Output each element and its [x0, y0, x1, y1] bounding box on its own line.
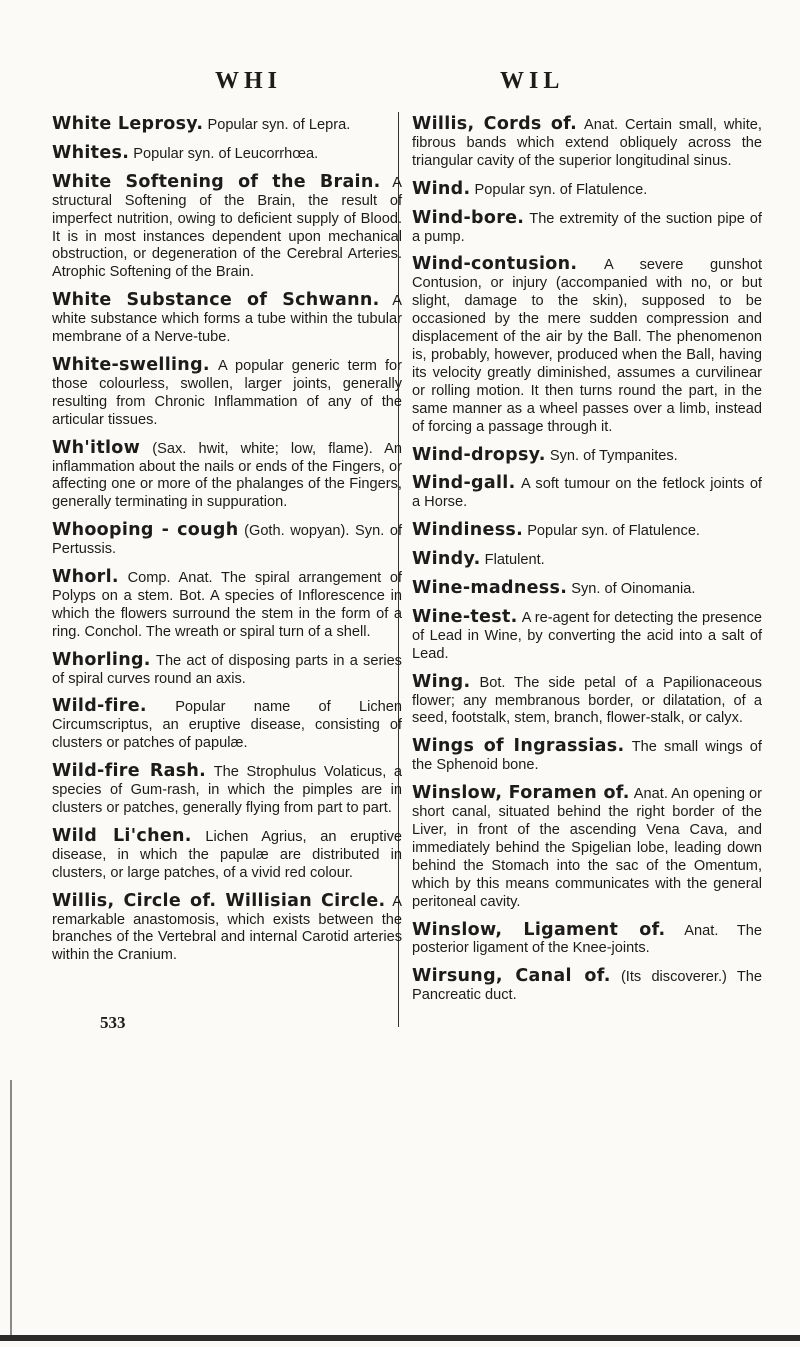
entry-headword: Wine-test. [412, 606, 518, 627]
dictionary-entry [412, 522, 762, 540]
entry-definition: Comp. Anat. The spiral arrangement of Polyps on a stem. Bot. A species of Inflorescence in which the flowers surround the stem in the form of a ring. Conchol. The wreath or spiral turn of a shell. [52, 570, 402, 640]
entry-definition: The extremity of the suction pipe of a pump. [412, 210, 762, 245]
entry-definition: Syn. of Oinomania. [571, 581, 696, 598]
entry-definition: (Its discoverer.) The Pancreatic duct. [412, 969, 762, 1004]
entry-headword: Whorl. [52, 567, 119, 588]
entry-headword: Wild Li'chen. [52, 825, 192, 846]
entry-definition: Flatulent. [484, 552, 545, 569]
entry-headword: Wind-dropsy. [412, 444, 546, 465]
dictionary-entry [412, 256, 762, 435]
entry-definition: Popular syn. of Flatulence. [474, 181, 648, 198]
entry-headword: Whooping - cough [52, 520, 239, 541]
entry-definition: A white substance which forms a tube within the tubular membrane of a Nerve-tube. [52, 293, 402, 346]
entry-definition: Anat. An opening or short canal, situated behind the right border of the Liver, in front of the ascending Vena Cava, and immediately behind the Spigelian lobe, leading down behind the Stomach into the sac of the Omentum, which by this means communicates with the general peritoneal cavity. [412, 786, 762, 910]
entry-headword: Wing. [412, 671, 471, 692]
entry-headword: Winslow, Foramen of. [412, 783, 630, 804]
running-header [0, 68, 800, 104]
dictionary-entry [52, 649, 402, 688]
dictionary-entry [412, 671, 762, 728]
dictionary-entry [412, 178, 762, 199]
entry-definition: Popular syn. of Flatulence. [527, 523, 700, 540]
entry-definition: A severe gunshot Contusion, or injury (accompanied with no, or but slight, damage to the skin), supposed to be occasioned by the mere sudden compression and displacement of the air by the Ball. The phenomenon is, probably, however, produced when the Ball, having its velocity greatly diminished, assumes a curvilinear or rolling motion. It then turns round the part, in the same manner as a wheel passes over a limb, instead of forcing a passage through it. [412, 257, 762, 435]
entry-definition: Syn. of Tympanites. [549, 447, 678, 464]
dictionary-entry [412, 207, 762, 246]
dictionary-entry [52, 292, 402, 346]
left-column [52, 116, 402, 975]
entry-headword: Willis, Circle of. Willisian Circle. [52, 890, 386, 911]
dictionary-entry [52, 354, 402, 429]
entry-headword: Wild-fire. [52, 696, 147, 717]
entry-definition: Popular syn. of Lepra. [207, 117, 351, 133]
right-column [412, 116, 762, 1015]
entry-headword: Whites. [52, 142, 130, 163]
dictionary-entry [52, 142, 402, 163]
entry-definition: (Goth. wopyan). Syn. of Pertussis. [52, 523, 403, 558]
dictionary-entry [52, 522, 402, 558]
entry-headword: White Substance of Schwann. [52, 290, 380, 311]
dictionary-entry [412, 444, 762, 465]
entry-definition: A soft tumour on the fetlock joints of a Horse. [412, 476, 762, 511]
entry-definition: Popular name of Lichen Circumscriptus, an eruptive disease, consisting of clusters or patches of papulæ. [52, 699, 402, 752]
entry-definition: The Strophulus Volaticus, a species of Gum-rash, in which the pimples are in clusters or patches, generally flying from part to part. [52, 764, 402, 816]
entry-definition: A remarkable anastomosis, which exists between the branches of the Vertebral and internal Carotid arteries within the Cranium. [52, 893, 402, 964]
entry-headword: Wind-bore. [412, 207, 525, 228]
entry-headword: Wild-fire Rash. [52, 761, 207, 782]
dictionary-entry [412, 551, 762, 569]
entry-definition: A popular generic term for those colourless, swollen, larger joints, generally resulting from Chronic Inflammation of any of the articular tissues. [52, 357, 402, 428]
entry-headword: Wind. [412, 178, 471, 199]
dictionary-entry [412, 919, 762, 958]
entry-definition: Lichen Agrius, an eruptive disease, in which the papulæ are distributed in clusters, or large patches, of a vivid red colour. [52, 828, 402, 881]
dictionary-entry [52, 825, 402, 882]
entry-definition: Anat. The posterior ligament of the Knee-joints. [412, 922, 762, 957]
dictionary-entry [52, 171, 402, 281]
dictionary-entry [412, 968, 762, 1004]
entry-headword: White-swelling. [52, 354, 210, 375]
header-right-guide-word: WIL [500, 68, 565, 94]
dictionary-entry [412, 738, 762, 774]
dictionary-entry [52, 569, 402, 641]
dictionary-entry [52, 437, 402, 512]
entry-headword: Whorling. [52, 649, 151, 670]
page-bottom-edge [0, 1335, 800, 1341]
dictionary-entry [52, 116, 402, 134]
entry-headword: Wings of Ingrassias. [412, 736, 625, 757]
entry-headword: Wirsung, Canal of. [412, 966, 611, 987]
dictionary-entry [52, 698, 402, 752]
entry-headword: Windy. [412, 549, 481, 570]
entry-definition: Popular syn. of Leucorrhœa. [133, 145, 319, 162]
dictionary-entry [412, 606, 762, 663]
entry-definition: The small wings of the Sphenoid bone. [412, 739, 762, 774]
entry-headword: Wind-gall. [412, 473, 516, 494]
entry-headword: Winslow, Ligament of. [412, 919, 666, 940]
entry-headword: Wind-contusion. [412, 254, 578, 275]
dictionary-entry [412, 785, 762, 910]
dictionary-entry [52, 890, 402, 965]
dictionary-entry [412, 475, 762, 511]
entry-headword: Windiness. [412, 520, 524, 541]
entry-definition: A re-agent for detecting the presence of Lead in Wine, by converting the acid into a salt of Lead. [412, 609, 762, 662]
entry-headword: White Softening of the Brain. [52, 171, 381, 192]
dictionary-entry [412, 580, 762, 598]
page-number: 533 [100, 1013, 126, 1032]
entry-headword: Willis, Cords of. [412, 114, 578, 134]
entry-headword: White Leprosy. [52, 114, 204, 134]
dictionary-entry [52, 763, 402, 817]
entry-definition: (Sax. hwit, white; low, flame). An inflammation about the nails or ends of the Fingers, or affecting one or more of the phalanges of the Fingers, generally terminating in suppuration. [52, 440, 402, 511]
entry-definition: A structural Softening of the Brain, the result of imperfect nutrition, owing to deficient supply of Blood. It is in most instances dependent upon mechanical obstruction, or degeneration of the Cerebral Arteries. Atrophic Softening of the Brain. [52, 174, 402, 281]
entry-definition: Bot. The side petal of a Papilionaceous flower; any membranous border, or dilatation, of a seed, footstalk, stem, branch, flower-stalk, or calyx. [412, 674, 762, 727]
header-left-guide-word: WHI [215, 68, 283, 94]
dictionary-entry [412, 116, 762, 170]
entry-headword: Wh'itlow [52, 437, 141, 458]
entry-headword: Wine-madness. [412, 578, 568, 599]
entry-definition: Anat. Certain small, white, fibrous bands which extend obliquely across the triangular cavity of the superior longitudinal sinus. [412, 117, 762, 169]
margin-mark [10, 1080, 12, 1340]
entry-definition: The act of disposing parts in a series of spiral curves round an axis. [52, 652, 402, 687]
